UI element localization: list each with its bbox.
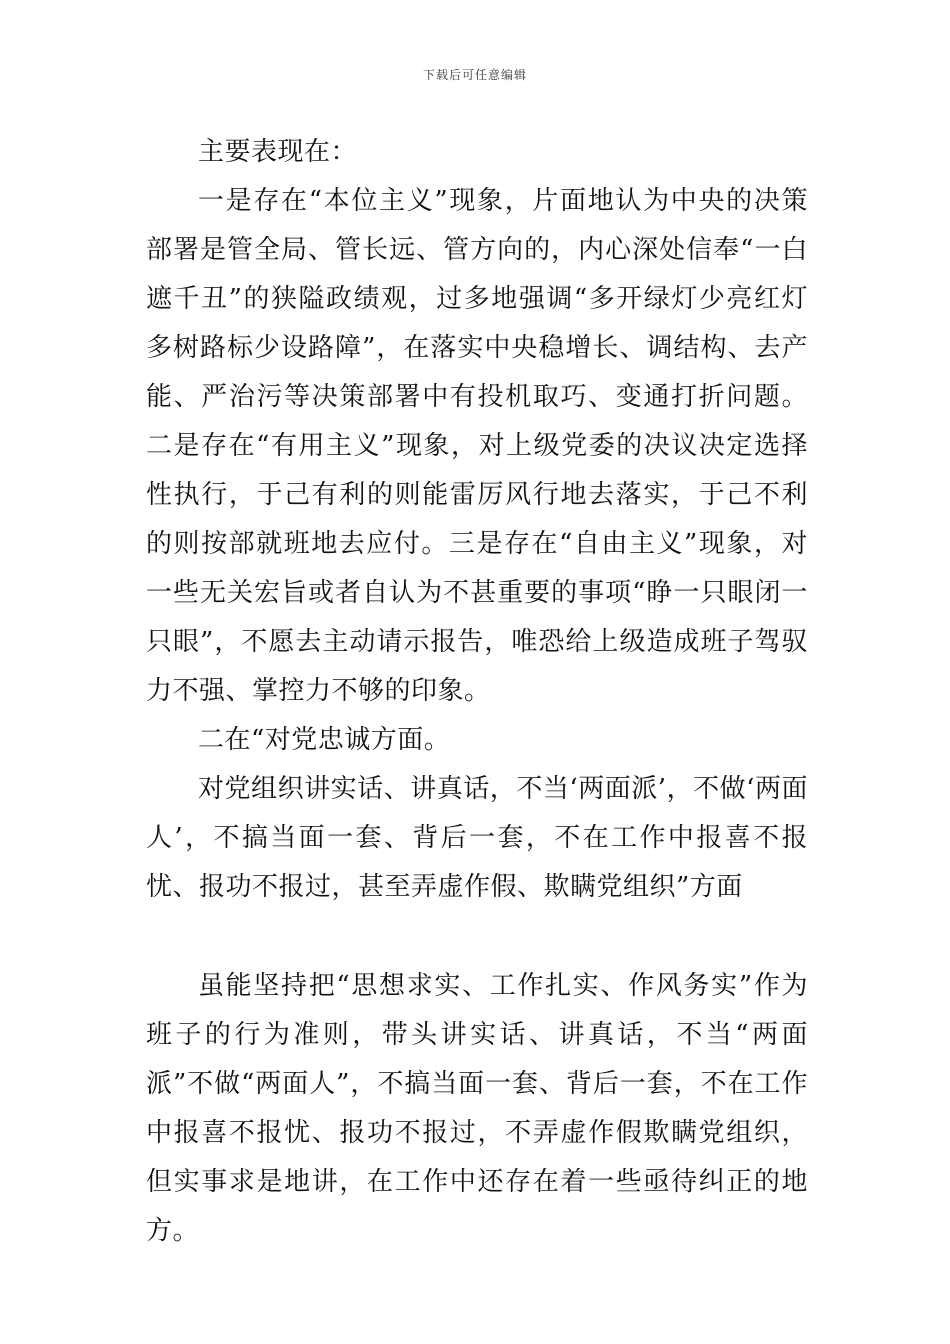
paragraph-loyalty-requirement: 对党组织讲实话、讲真话，不当‘两面派’，不做‘两面人’，不搞当面一套、背后一套，不在工作中报喜不报忧、报功不报过，甚至弄虚作假、欺瞒党组织”方面	[146, 774, 808, 902]
header-note: 下载后可任意编辑	[422, 68, 527, 82]
paragraph-loyalty-assessment: 虽能坚持把“思想求实、工作扎实、作风务实”作为班子的行为准则，带头讲实话、讲真话，不当“两面派”不做“两面人”，不搞当面一套、背后一套，不在工作中报喜不报忧、报功不报过，不弄虚作假欺瞒党组织，但实事求是地讲，在工作中还存在着一些亟待纠正的地方。	[146, 971, 808, 1246]
paragraph-gap	[146, 912, 808, 962]
paragraph-intro: 主要表现在：	[198, 137, 358, 167]
paragraph-issues: 一是存在“本位主义”现象，片面地认为中央的决策部署是管全局、管长远、管方向的，内心深处信奉“一白遮千丑”的狭隘政绩观，过多地强调“多开绿灯少亮红灯多树路标少设路障”，在落实中央稳增长、调结构、去产能、严治污等决策部署中有投机取巧、变通打折问题。二是存在“有用主义”现象，对上级党委的决议决定选择性执行，于己有利的则能雷厉风行地去落实，于己不利的则按部就班地去应付。三是存在“自由主义”现象，对一些无关宏旨或者自认为不甚重要的事项“睁一只眼闭一只眼”，不愿去主动请示报告，唯恐给上级造成班子驾驭力不强、掌控力不够的印象。	[146, 186, 808, 706]
document-body	[146, 128, 808, 1256]
paragraph-heading-loyalty: 二在“对党忠诚方面。	[198, 725, 451, 755]
